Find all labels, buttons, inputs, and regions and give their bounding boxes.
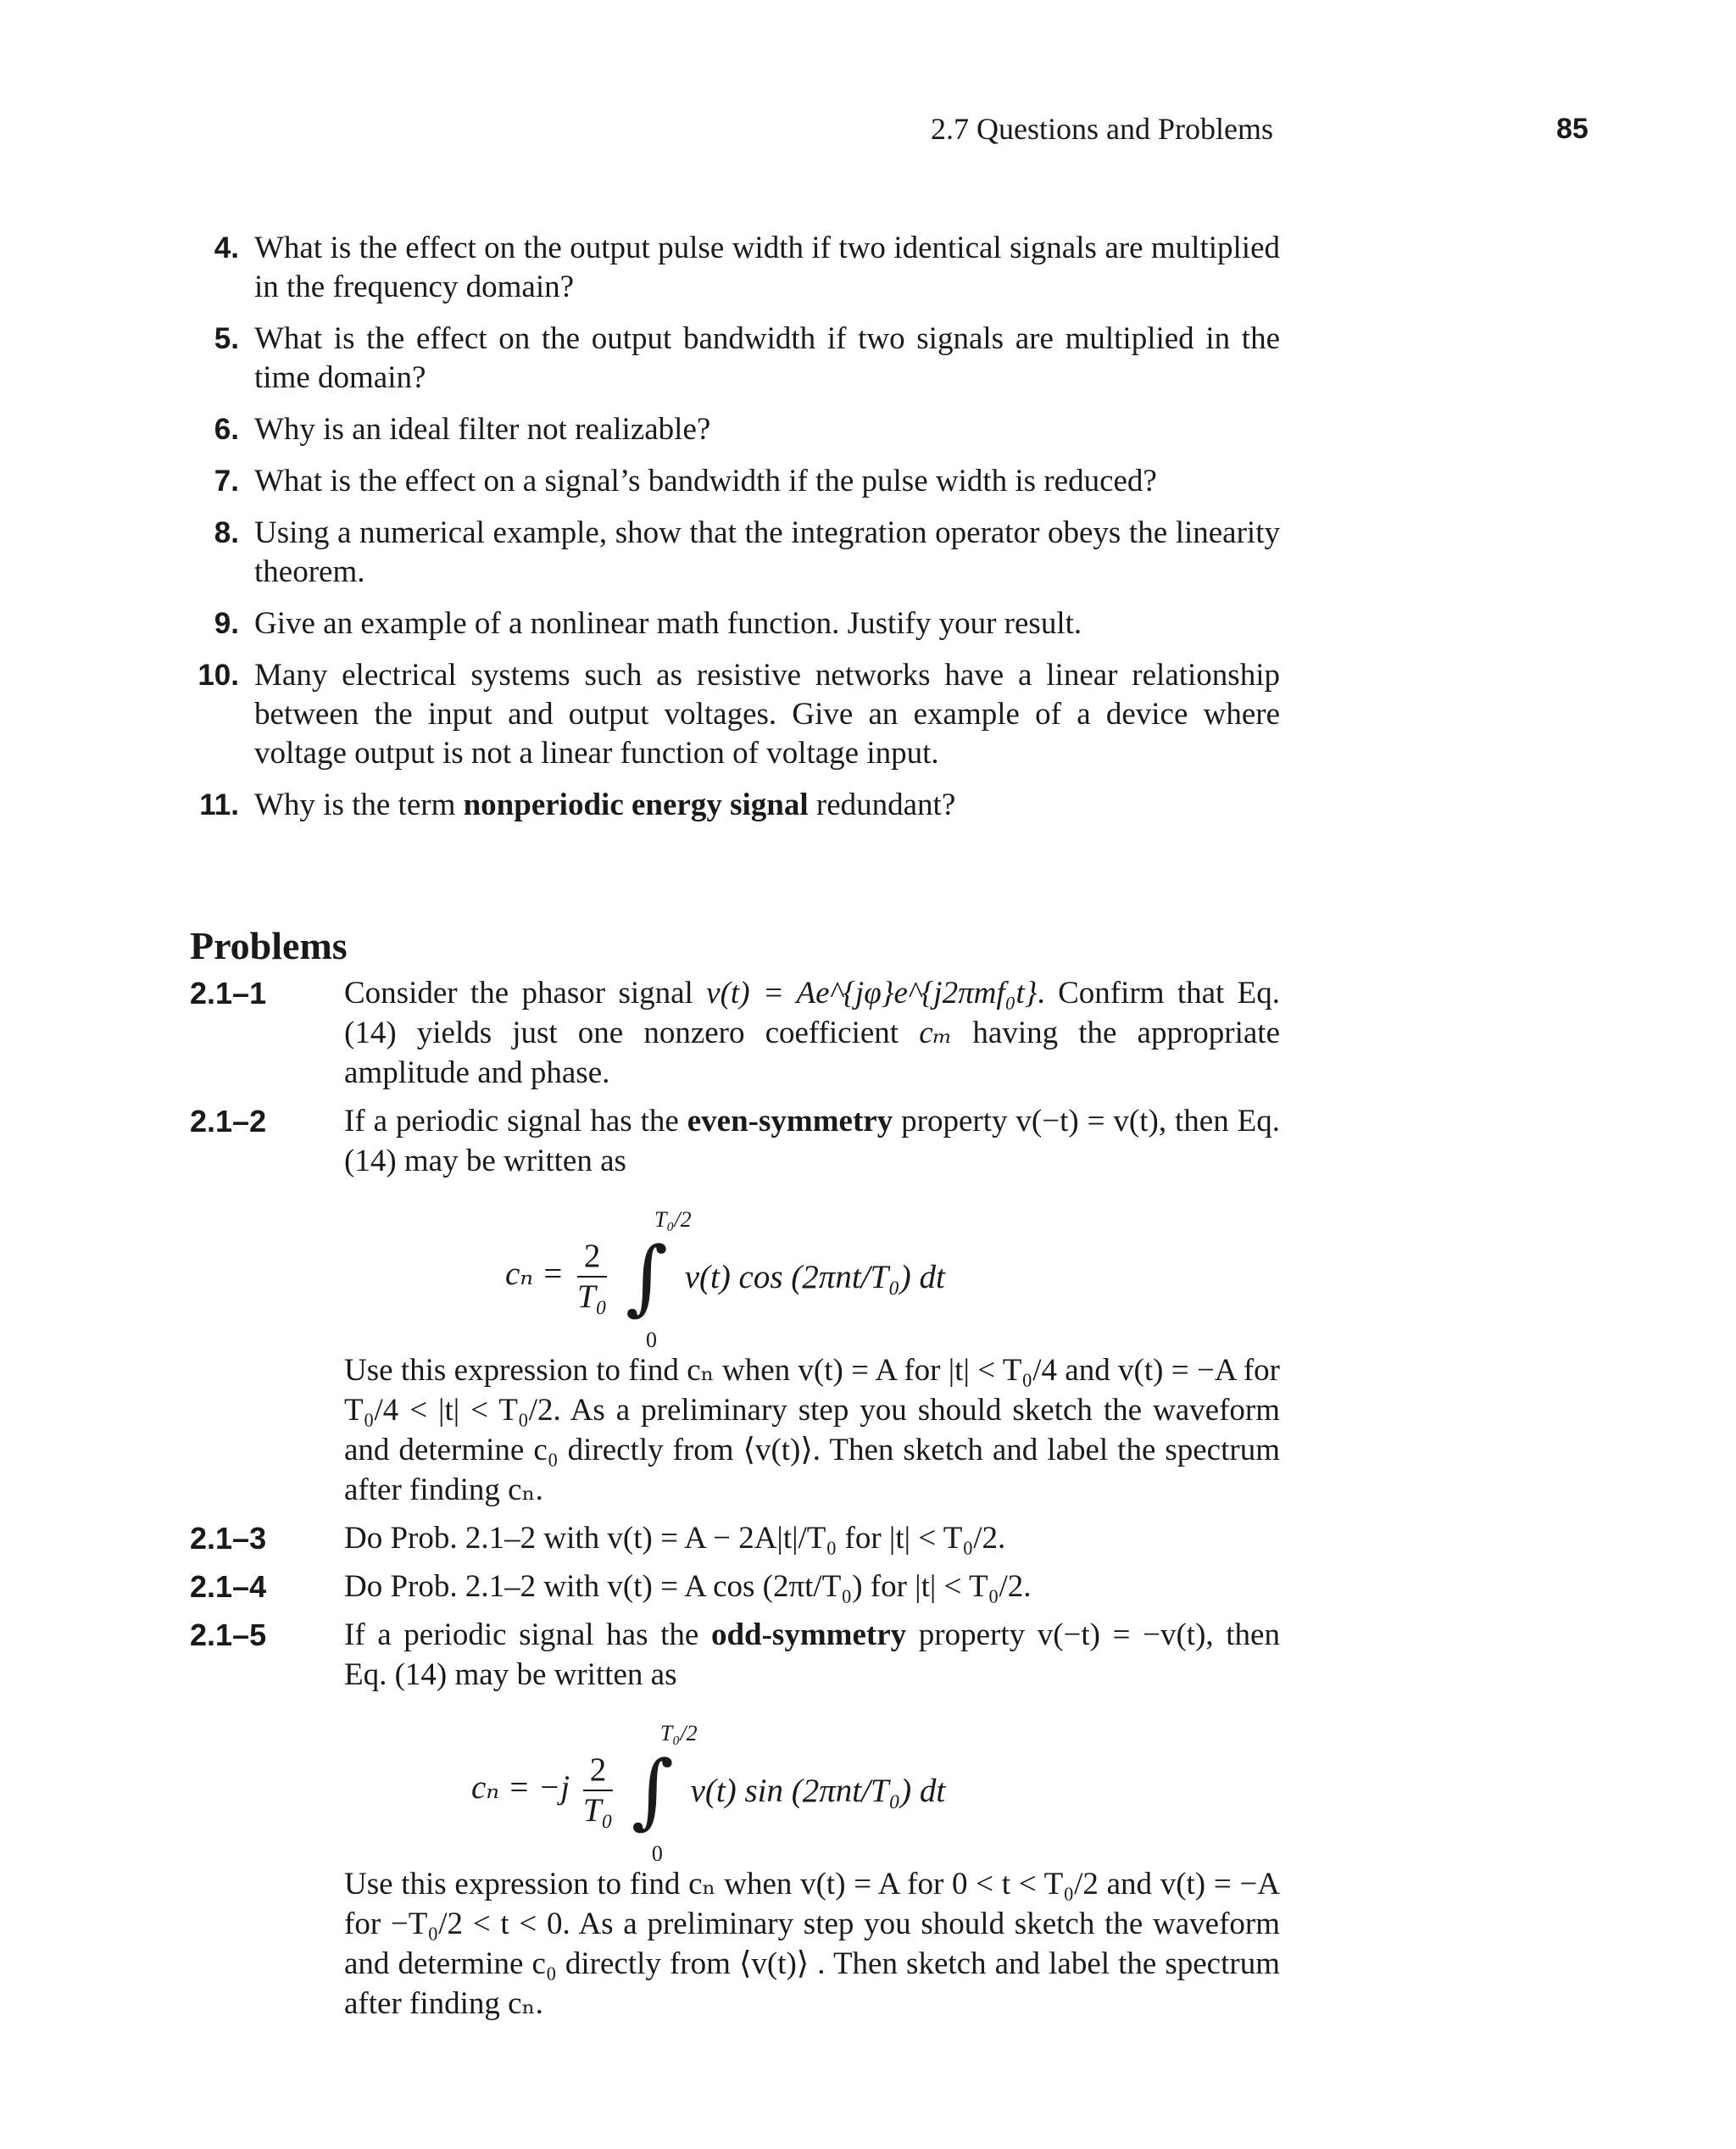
fraction-denominator: T₀ xyxy=(582,1792,614,1829)
problem-text: . Confirm that Eq. (14) yields just one nonzero coefficient xyxy=(344,976,1281,1050)
question-bold-term: nonperiodic energy signal xyxy=(463,788,809,822)
problem-item xyxy=(190,1615,1280,2024)
problem-text: Do Prob. 2.1–2 with v(t) = A − 2A|t|/T₀ for |t| < T₀/2. xyxy=(344,1521,1006,1556)
question-text: Many electrical systems such as resistive networks have a linear relationship between the input and output voltages. Give an example of a device where voltage output is not a linear function of voltage input. xyxy=(254,658,1280,771)
equation-even xyxy=(344,1196,1280,1352)
problem-number: 2.1–2 xyxy=(190,1104,267,1139)
problem-text: property v(−t) = v(t), then Eq. (14) may be written as xyxy=(344,1104,1280,1178)
fraction-numerator: 2 xyxy=(577,1237,607,1278)
integral-upper-limit: T₀/2 xyxy=(659,1721,698,1745)
integral-lower-limit: 0 xyxy=(645,1328,657,1352)
integral-upper-limit: T₀/2 xyxy=(654,1207,692,1232)
question-text: Give an example of a nonlinear math function. Justify your result. xyxy=(254,606,1082,641)
equation-odd xyxy=(344,1710,1280,1866)
question-item xyxy=(178,786,1280,825)
problem-text: Use this expression to find cₙ when v(t) = A for 0 < t < T₀/2 and v(t) = −A for −T₀/2 < t < 0. As a preliminary step you should sketch the waveform and determine c₀ directly from ⟨v(t)⟩ . Then sketch and label the spectrum after finding cₙ. xyxy=(344,1867,1280,2021)
question-number: 7. xyxy=(214,465,239,498)
problem-number: 2.1–1 xyxy=(190,976,267,1010)
fraction xyxy=(577,1237,607,1317)
problem-text: Do Prob. 2.1–2 with v(t) = A cos (2πt/T₀) for |t| < T₀/2. xyxy=(344,1569,1032,1604)
question-text-before: Why is the term xyxy=(254,788,464,822)
problem-text: Consider the phasor signal xyxy=(344,976,707,1010)
question-item xyxy=(178,410,1280,449)
question-text: Using a numerical example, show that the integration operator obeys the linearity theorem. xyxy=(254,515,1280,589)
problem-text: If a periodic signal has the xyxy=(344,1617,711,1652)
problem-text: having the appropriate amplitude and phase. xyxy=(344,1016,1281,1090)
page-number: 85 xyxy=(1556,113,1589,145)
question-item xyxy=(178,320,1280,398)
question-text: Why is an ideal filter not realizable? xyxy=(254,412,711,447)
problem-bold-term: odd-symmetry xyxy=(710,1617,907,1652)
problems-heading: Problems xyxy=(190,924,348,967)
problems-list xyxy=(190,973,1280,2032)
problem-text: property v(−t) = −v(t), then Eq. (14) may be written as xyxy=(344,1617,1280,1692)
integral-sign: ∫ T₀/2 0 xyxy=(620,1230,663,1323)
equation-lhs: cₙ = −j xyxy=(471,1768,570,1806)
problem-bold-term: even-symmetry xyxy=(687,1104,893,1139)
problem-item xyxy=(190,973,1280,1093)
question-item xyxy=(178,604,1280,643)
question-number: 6. xyxy=(214,413,239,446)
question-item xyxy=(178,462,1280,501)
question-number: 8. xyxy=(214,516,239,549)
question-item xyxy=(178,514,1280,592)
problem-text: Use this expression to find cₙ when v(t) = A for |t| < T₀/4 and v(t) = −A for T₀/4 < |t| < T₀/2. As a preliminary step you should sketch the waveform and determine c₀ directly from ⟨v(t)⟩. Then sketch and label the spectrum after finding cₙ. xyxy=(344,1353,1280,1507)
question-number: 11. xyxy=(199,788,239,821)
question-text-after: redundant? xyxy=(808,788,956,822)
question-number: 4. xyxy=(214,231,239,264)
question-text: What is the effect on the output pulse width if two identical signals are multiplied in the frequency domain? xyxy=(254,231,1280,304)
fraction xyxy=(583,1751,613,1830)
question-text: What is the effect on the output bandwidth if two signals are multiplied in the time domain? xyxy=(254,321,1280,395)
question-item xyxy=(178,656,1280,773)
fraction-denominator: T₀ xyxy=(576,1278,608,1315)
problem-number: 2.1–5 xyxy=(190,1617,267,1652)
problem-text: If a periodic signal has the xyxy=(344,1104,687,1139)
problem-number: 2.1–3 xyxy=(190,1521,267,1556)
integral-sign: ∫ T₀/2 0 xyxy=(626,1744,669,1837)
problem-item xyxy=(190,1101,1280,1510)
phasor-expression: v(t) = Ae^{jφ}e^{j2πmf₀t} xyxy=(706,976,1038,1010)
questions-list xyxy=(178,229,1280,838)
integral-lower-limit: 0 xyxy=(651,1841,663,1866)
question-number: 10. xyxy=(198,659,239,692)
problem-item xyxy=(190,1518,1280,1558)
problem-item xyxy=(190,1567,1280,1606)
running-header: 2.7 Questions and Problems xyxy=(931,112,1273,146)
equation-lhs: cₙ = xyxy=(505,1255,565,1292)
integrand: v(t) sin (2πnt/T₀) dt xyxy=(690,1772,946,1809)
fraction-numerator: 2 xyxy=(583,1751,613,1791)
integrand: v(t) cos (2πnt/T₀) dt xyxy=(684,1258,945,1295)
question-number: 9. xyxy=(214,607,239,640)
question-item xyxy=(178,229,1280,307)
coefficient-symbol: cₘ xyxy=(919,1016,953,1050)
problem-number: 2.1–4 xyxy=(190,1569,267,1604)
question-number: 5. xyxy=(214,322,239,355)
question-text: What is the effect on a signal’s bandwidth if the pulse width is reduced? xyxy=(254,464,1157,498)
